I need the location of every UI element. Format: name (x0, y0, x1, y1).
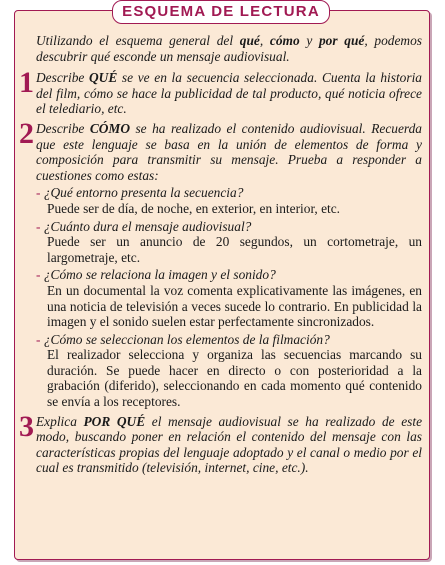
intro-paragraph (36, 33, 422, 64)
intro-keyword-porque: por qué (318, 33, 365, 48)
step-3 (19, 409, 423, 476)
question-dash: - (36, 185, 44, 201)
step-number: 1 (19, 66, 34, 100)
question-item (36, 332, 422, 410)
step-body: se ve en la secuencia seleccionada. Cuenta la historia del film, cómo se hace la publicidad de tal producto, qué noticia ofrece el telediario, etc. (36, 70, 422, 117)
question-dash: - (36, 267, 44, 283)
step-body: se ha realizado el contenido audiovisual. Recuerda que este lenguaje se basa en la unión de elementos de forma y composición para transmitir su mensaje. Prueba a responder a cuestiones como estas: (36, 120, 423, 183)
question-item (36, 219, 422, 266)
question-dash: - (36, 331, 44, 347)
step-keyword: POR QUÉ (83, 413, 146, 429)
step-2 (19, 116, 423, 410)
step-number: 3 (19, 409, 34, 443)
question-text (36, 332, 422, 348)
question-item (36, 267, 422, 329)
step-body: el mensaje audiovisual se ha realizado de este modo, buscando poner en relación el contenido del mensaje con las características propias del lenguaje adoptado y el canal o medio por el cual es transmitido (televisión, internet, cine, etc.). (36, 413, 423, 476)
question-label: ¿Cuánto dura el mensaje audiovisual? (43, 218, 252, 234)
question-text (36, 185, 422, 201)
question-text (36, 219, 422, 235)
step-lead: Describe (36, 120, 90, 136)
step-lead: Describe (36, 70, 89, 86)
step-text (36, 70, 422, 117)
step-text (36, 414, 422, 476)
intro-before: Utilizando el esquema general del (36, 33, 240, 48)
intro-keyword-como: cómo (269, 33, 300, 48)
intro-after: , podemos descubrir qué esconde un mensaje audiovisual. (36, 33, 422, 64)
answer-text: En un documental la voz comenta explicativamente las imágenes, en una noticia de televisión a veces sucede lo contrario. En publicidad la imagen y el sonido suelen estar perfectamente sincronizados. (47, 282, 422, 330)
question-label: ¿Cómo se seleccionan los elementos de la filmación? (43, 331, 330, 347)
question-item (36, 185, 422, 216)
intro-sep-2: y (299, 33, 319, 48)
intro-keyword-que: qué (239, 33, 260, 48)
answer-text: Puede ser un anuncio de 20 segundos, un cortometraje, un largometraje, etc. (47, 234, 422, 265)
step-number: 2 (19, 116, 34, 150)
answer-text: El realizador selecciona y organiza las secuencias marcando su duración. Se puede hacer en directo o con posterioridad a la grabación (diferido), seleccionando en cada momento qué contenido se envía a los receptores. (47, 347, 422, 410)
question-label: ¿Cómo se relaciona la imagen y el sonido? (43, 267, 276, 283)
answer-text: Puede ser de día, de noche, en exterior, en interior, etc. (47, 200, 341, 216)
panel-content (19, 33, 423, 480)
step-1 (19, 66, 422, 117)
question-label: ¿Qué entorno presenta la secuencia? (43, 185, 244, 201)
step-keyword: CÓMO (89, 120, 130, 136)
question-text (36, 267, 422, 283)
step-text (36, 121, 422, 183)
question-dash: - (36, 218, 44, 234)
intro-sep-1: , (259, 33, 270, 48)
panel-title: ESQUEMA DE LECTURA (112, 0, 330, 24)
step-lead: Explica (36, 413, 84, 429)
step-keyword: QUÉ (89, 70, 118, 86)
